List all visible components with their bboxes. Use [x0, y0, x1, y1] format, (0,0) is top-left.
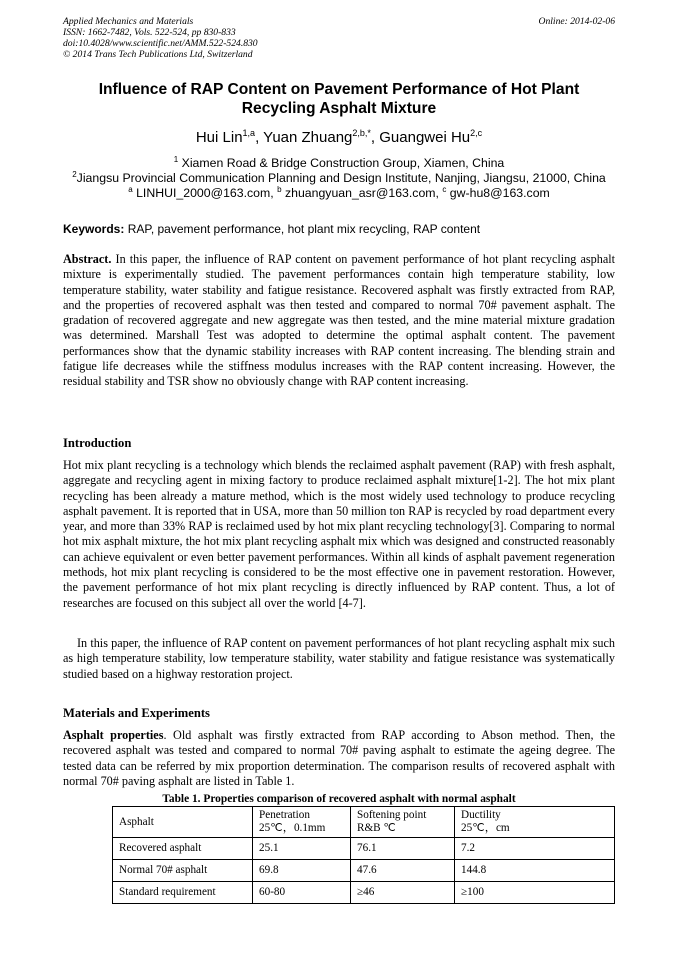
section-heading-introduction: Introduction: [63, 436, 132, 450]
table-row: [113, 860, 615, 882]
table-cell: 47.6: [351, 860, 455, 882]
paper-title: Influence of RAP Content on Pavement Performance of Hot Plant Recycling Asphalt Mixture: [98, 81, 580, 117]
col-header: Ductility 25℃，cm: [455, 807, 615, 838]
table-cell: 144.8: [455, 860, 615, 882]
properties-table: [112, 806, 615, 904]
materials-paragraph: Asphalt properties. Old asphalt was firstly extracted from RAP according to Abson method. Then, the recovered asphalt was tested and compared to normal 70# paving asphalt to estimate the ageing degree. The tested data can be referred by mix proportion determination. The comparison results of recovered asphalt with normal 70# paving asphalt are listed in Table 1.: [63, 728, 615, 788]
intro-paragraph-2: In this paper, the influence of RAP content on pavement performances of hot plant recycling asphalt mix such as high temperature stability, low temperature stability, water stability and fatigue resistance was systematically studied based on a highway restoration project.: [63, 636, 615, 681]
section-heading-materials: Materials and Experiments: [63, 706, 210, 720]
intro-paragraph-1: Hot mix plant recycling is a technology which blends the reclaimed asphalt pavement (RAP) with fresh asphalt, aggregate and recycling agent in mixing factory to produce reclaimed asphalt mixture[1-2]. The hot mix plant recycling has been already a mature method, which is the most widely used technology to produce recycling asphalt pavement. It is reported that in USA, more than 50 million ton RAP is recycled by road department every year, and more than 33% RAP is reclaimed used by hot mix plant recycling technology[3]. Comparing to normal hot mix asphalt mixture, the hot mix plant recycling asphalt mix which was designed and constructed reasonably can achieve equivalent or even better pavement performances. Within all kinds of asphalt pavement regeneration methods, hot mix plant recycling is considered to be the most effective one in pavement restoration. However, the pavement performance of hot mix plant recycling is directly influenced by RAP content. Thus, a lot of researches are focused on this subject all over the world [4-7].: [63, 458, 615, 610]
table-cell: Standard requirement: [113, 882, 253, 904]
col-header: Softening point R&B ℃: [351, 807, 455, 838]
email-link[interactable]: gw-hu8@163.com: [449, 186, 550, 200]
author-list: Hui Lin$^{1,a}$, Yuan Zhuang$^{2,b,*}$, Guangwei Hu$^{2,c}$: [195, 128, 483, 146]
affiliation-1: $^1$ Xiamen Road & Bridge Construction Group, Xiamen, China: [173, 154, 505, 170]
doi[interactable]: doi:10.4028/www.scientific.net/AMM.522-524.830: [63, 38, 258, 49]
email-link[interactable]: LINHUI_2000@163.com,: [136, 186, 278, 200]
issn: ISSN: 1662-7482, Vols. 522-524, pp 830-833: [63, 27, 236, 38]
author: Yuan Zhuang$^{2,b,*}$: [263, 128, 371, 146]
author: Hui Lin$^{1,a}$: [195, 128, 256, 146]
keywords: Keywords: RAP, pavement performance, hot plant mix recycling, RAP content: [63, 222, 481, 236]
copyright: © 2014 Trans Tech Publications Ltd, Switzerland: [63, 49, 253, 60]
journal-header: [63, 16, 258, 60]
table-header-row: [113, 807, 615, 838]
abstract: Abstract. In this paper, the influence of RAP content on pavement performance of hot plant recycling asphalt mixture is experimentally studied. The pavement performances contain high temperature stability, low temperature stability, water stability and fatigue resistance. Recovered asphalt was firstly extracted from RAP, and the properties of recovered asphalt was then tested and compared to normal 70# pavement asphalt. The gradation of recovered aggregate and new aggregate was then tested, and the mine material mixture gradation was determined. Marshall Test was adopted to determine the optimal asphalt content. The pavement performances show that the dynamic stability increases with RAP content increasing. The blending strain and fatigue life decreases while the stiffness modulus increases with the RAP content increasing. However, the residual stability and TSR show no obviously change with RAP content increasing.: [63, 252, 615, 389]
table-cell: Recovered asphalt: [113, 838, 253, 860]
table-cell: 25.1: [253, 838, 351, 860]
table-caption: Table 1. Properties comparison of recovered asphalt with normal asphalt: [162, 793, 516, 805]
author-emails: $^a$ LINHUI_2000@163.com, $^b$ zhuangyuan_asr@163.com, $^c$ gw-hu8@163.com: [128, 184, 550, 200]
col-header: Penetration 25℃，0.1mm: [253, 807, 351, 838]
author: Guangwei Hu$^{2,c}$: [379, 128, 483, 146]
table-cell: Normal 70# asphalt: [113, 860, 253, 882]
online-date: Online: 2014-02-06: [538, 16, 615, 27]
table-row: [113, 838, 615, 860]
journal-name: Applied Mechanics and Materials: [63, 16, 194, 27]
table-cell: 60-80: [253, 882, 351, 904]
email-link[interactable]: zhuangyuan_asr@163.com,: [284, 186, 443, 200]
table-cell: 7.2: [455, 838, 615, 860]
col-header: Asphalt: [113, 807, 253, 838]
table-cell: ≥46: [351, 882, 455, 904]
affiliation-2: $^2$Jiangsu Provincial Communication Planning and Design Institute, Nanjing, Jiangsu, 21000, China: [72, 169, 606, 185]
table-cell: ≥100: [455, 882, 615, 904]
table-cell: 69.8: [253, 860, 351, 882]
table-row: [113, 882, 615, 904]
table-cell: 76.1: [351, 838, 455, 860]
